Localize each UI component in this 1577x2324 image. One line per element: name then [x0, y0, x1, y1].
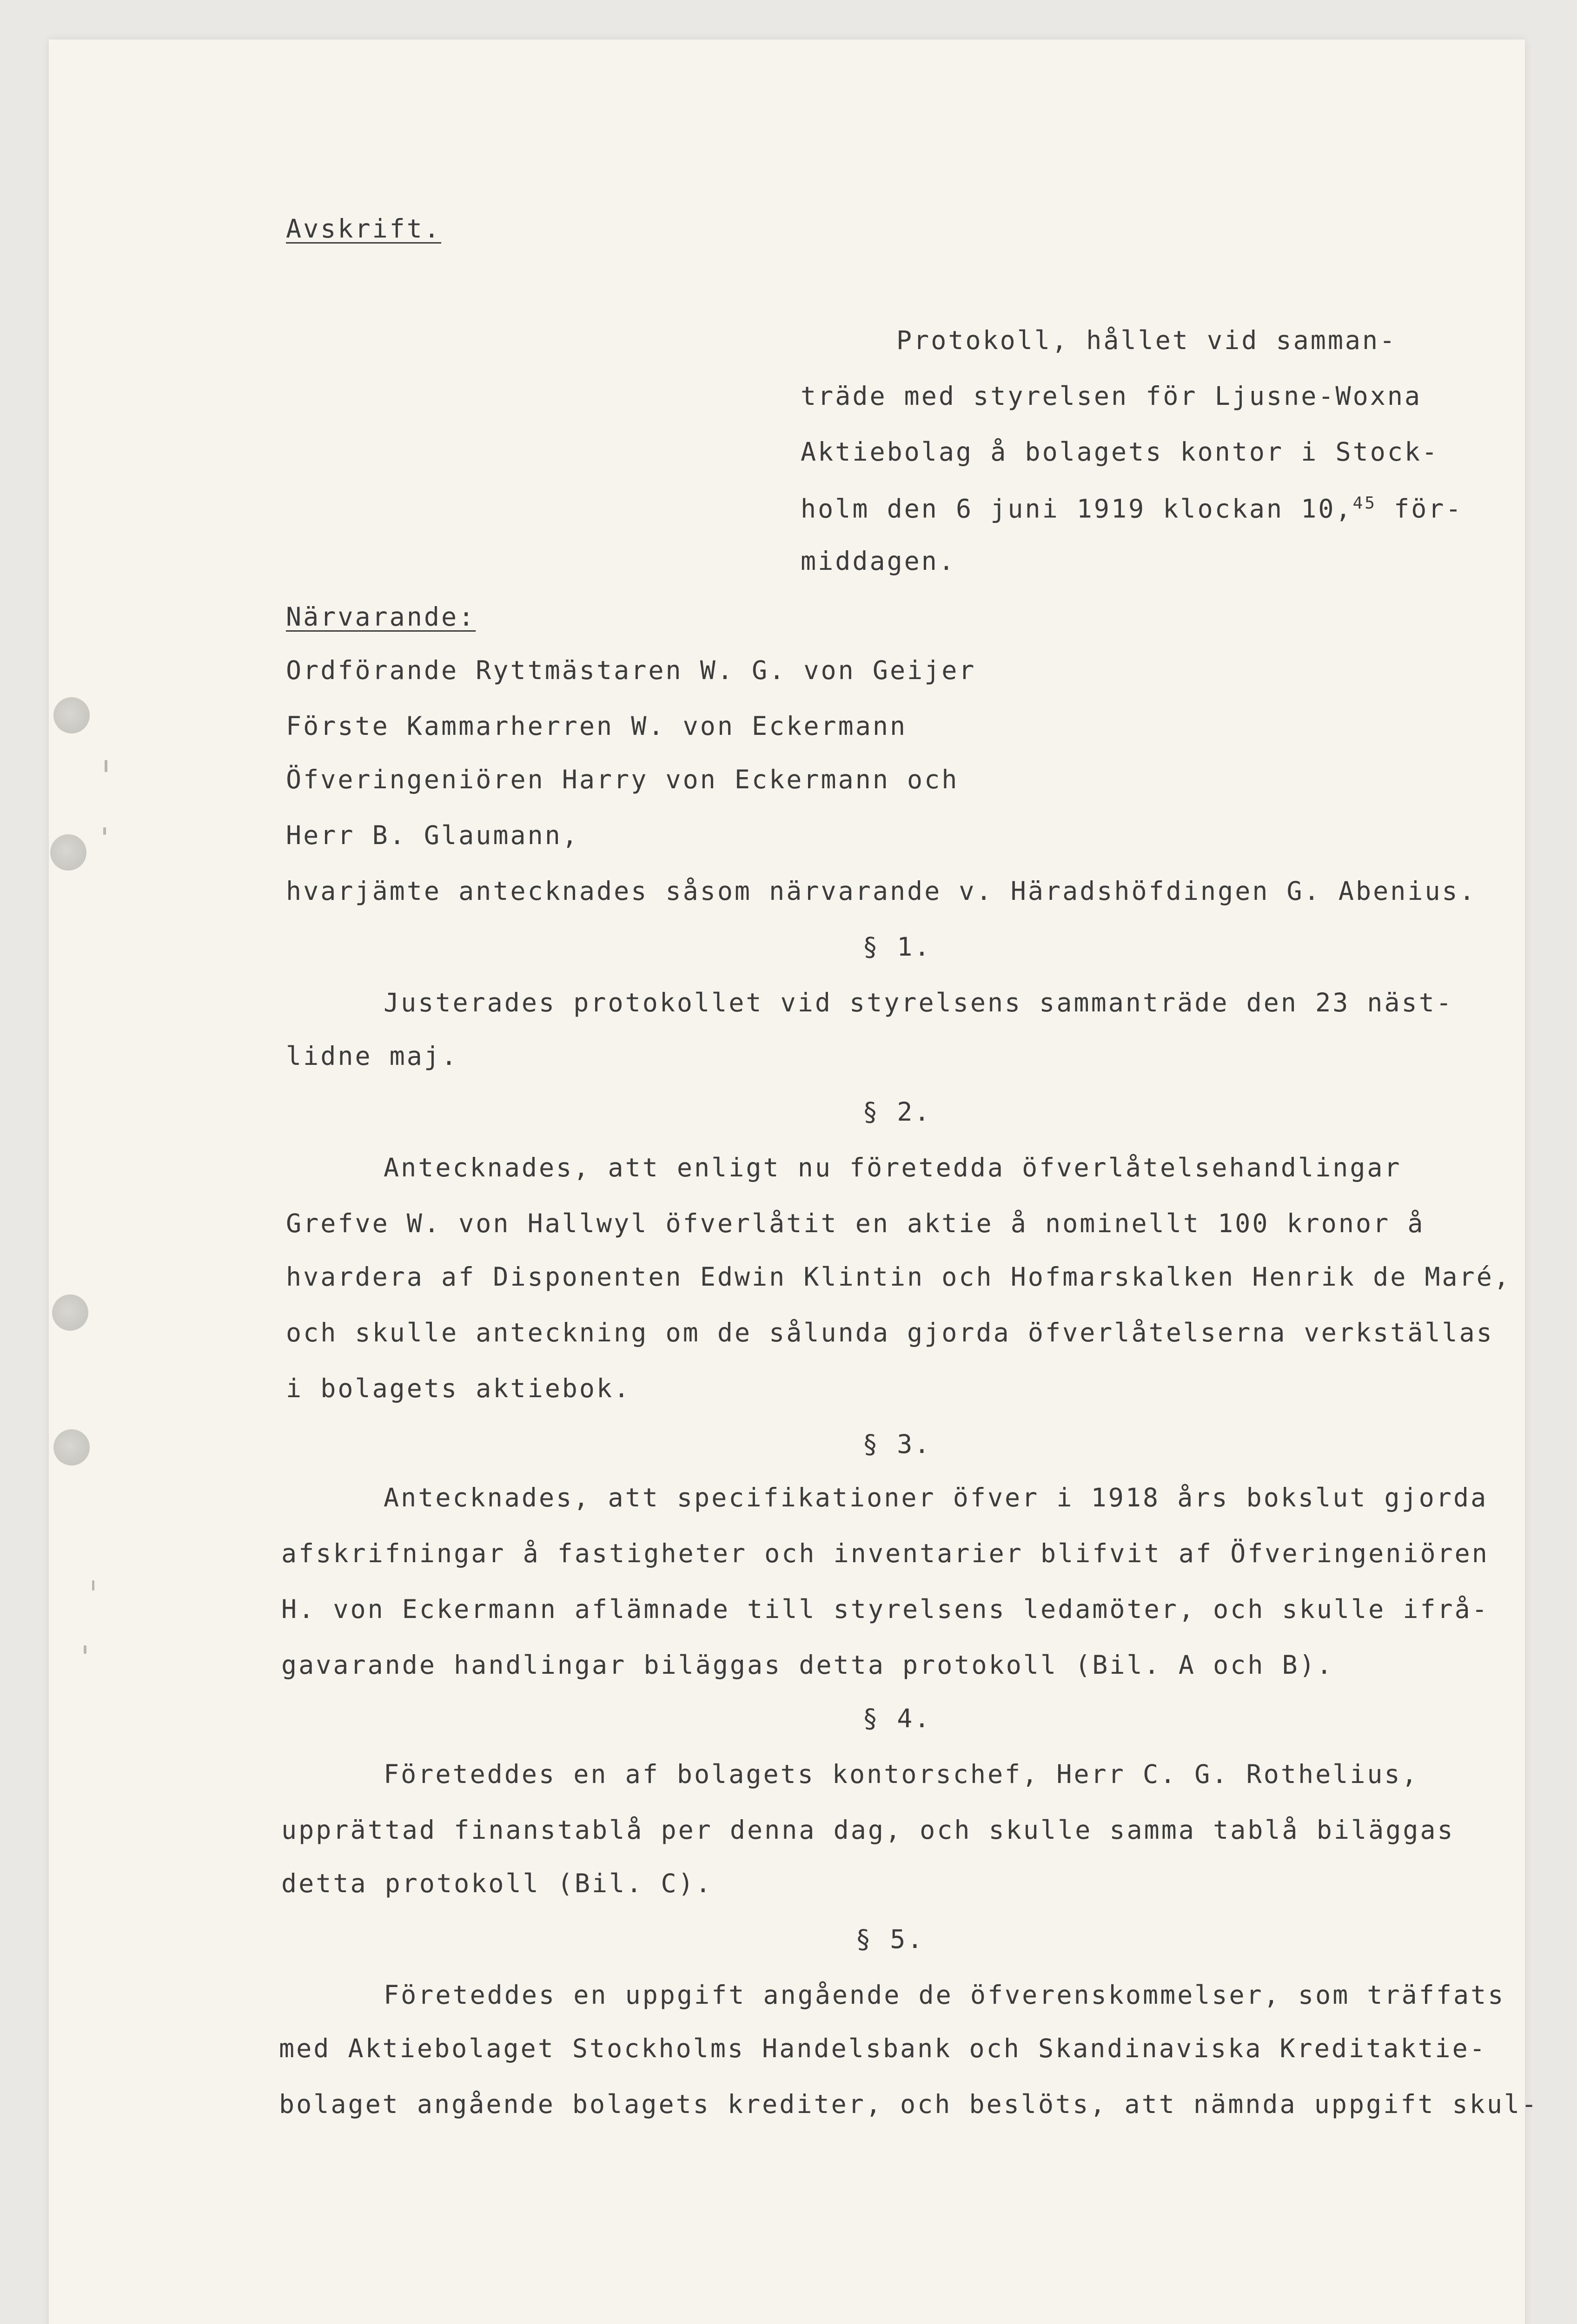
punch-hole	[52, 1294, 88, 1331]
copy-label: Avskrift.	[286, 214, 442, 244]
section-line: Justerades protokollet vid styrelsens sammanträde den 23 näst-	[384, 988, 1453, 1017]
section-line: detta protokoll (Bil. C).	[281, 1868, 713, 1898]
time-minutes: 45	[1352, 494, 1377, 513]
section-line: Antecknades, att enligt nu företedda öfverlåtelsehandlingar	[384, 1153, 1402, 1182]
attendee-line: Förste Kammarherren W. von Eckermann	[286, 711, 908, 741]
preamble-line-time: holm den 6 juni 1919 klockan 10,45 för-	[801, 494, 1463, 524]
section-mark: § 5.	[855, 1924, 925, 1954]
section-line: afskrifningar å fastigheter och inventarier blifvit af Öfveringeniören	[281, 1538, 1489, 1568]
section-mark: § 3.	[862, 1429, 932, 1459]
preamble-line: träde med styrelsen för Ljusne-Woxna	[801, 381, 1422, 411]
preamble-line: Aktiebolag å bolagets kontor i Stock-	[801, 437, 1439, 467]
punch-hole	[50, 834, 86, 871]
paper-mark	[105, 760, 107, 772]
paper-mark	[84, 1645, 86, 1654]
section-line: gavarande handlingar biläggas detta protokoll (Bil. A och B).	[281, 1650, 1334, 1680]
section-line: Företeddes en af bolagets kontorschef, Herr C. G. Rothelius,	[384, 1759, 1419, 1789]
attendance-heading: Närvarande:	[286, 602, 476, 632]
section-mark: § 1.	[862, 932, 932, 962]
section-line: H. von Eckermann aflämnade till styrelsens ledamöter, och skulle ifrå-	[281, 1594, 1489, 1624]
preamble-line: Protokoll, hållet vid samman-	[896, 325, 1397, 355]
section-line: hvardera af Disponenten Edwin Klintin och Hofmarskalken Henrik de Maré,	[286, 1262, 1511, 1292]
section-line: Företeddes en uppgift angående de öfverenskommelser, som träffats	[384, 1980, 1505, 2010]
attendee-line: Ordförande Ryttmästaren W. G. von Geijer	[286, 655, 976, 685]
section-line: Grefve W. von Hallwyl öfverlåtit en aktie å nominellt 100 kronor å	[286, 1208, 1425, 1238]
paper-mark	[92, 1580, 94, 1591]
section-line: upprättad finanstablå per denna dag, och skulle samma tablå biläggas	[281, 1815, 1455, 1845]
section-line: lidne maj.	[286, 1041, 459, 1071]
attendee-line: hvarjämte antecknades såsom närvarande v. Häradshöfdingen G. Abenius.	[286, 876, 1477, 906]
section-line: Antecknades, att specifikationer öfver i 1918 års bokslut gjorda	[384, 1483, 1488, 1512]
paper-mark	[103, 827, 106, 835]
section-line: bolaget angående bolagets krediter, och beslöts, att nämnda uppgift skul-	[279, 2089, 1539, 2119]
attendee-line: Öfveringeniören Harry von Eckermann och	[286, 765, 959, 794]
section-line: och skulle anteckning om de sålunda gjorda öfverlåtelserna verkställas	[286, 1318, 1494, 1347]
punch-hole	[53, 1429, 90, 1466]
preamble-line: middagen.	[801, 546, 956, 576]
section-mark: § 2.	[862, 1097, 932, 1127]
section-mark: § 4.	[862, 1703, 932, 1733]
punch-hole	[53, 697, 90, 733]
attendee-line: Herr B. Glaumann,	[286, 820, 579, 850]
section-line: i bolagets aktiebok.	[286, 1373, 631, 1403]
section-line: med Aktiebolaget Stockholms Handelsbank och Skandinaviska Kreditaktie-	[279, 2034, 1487, 2063]
